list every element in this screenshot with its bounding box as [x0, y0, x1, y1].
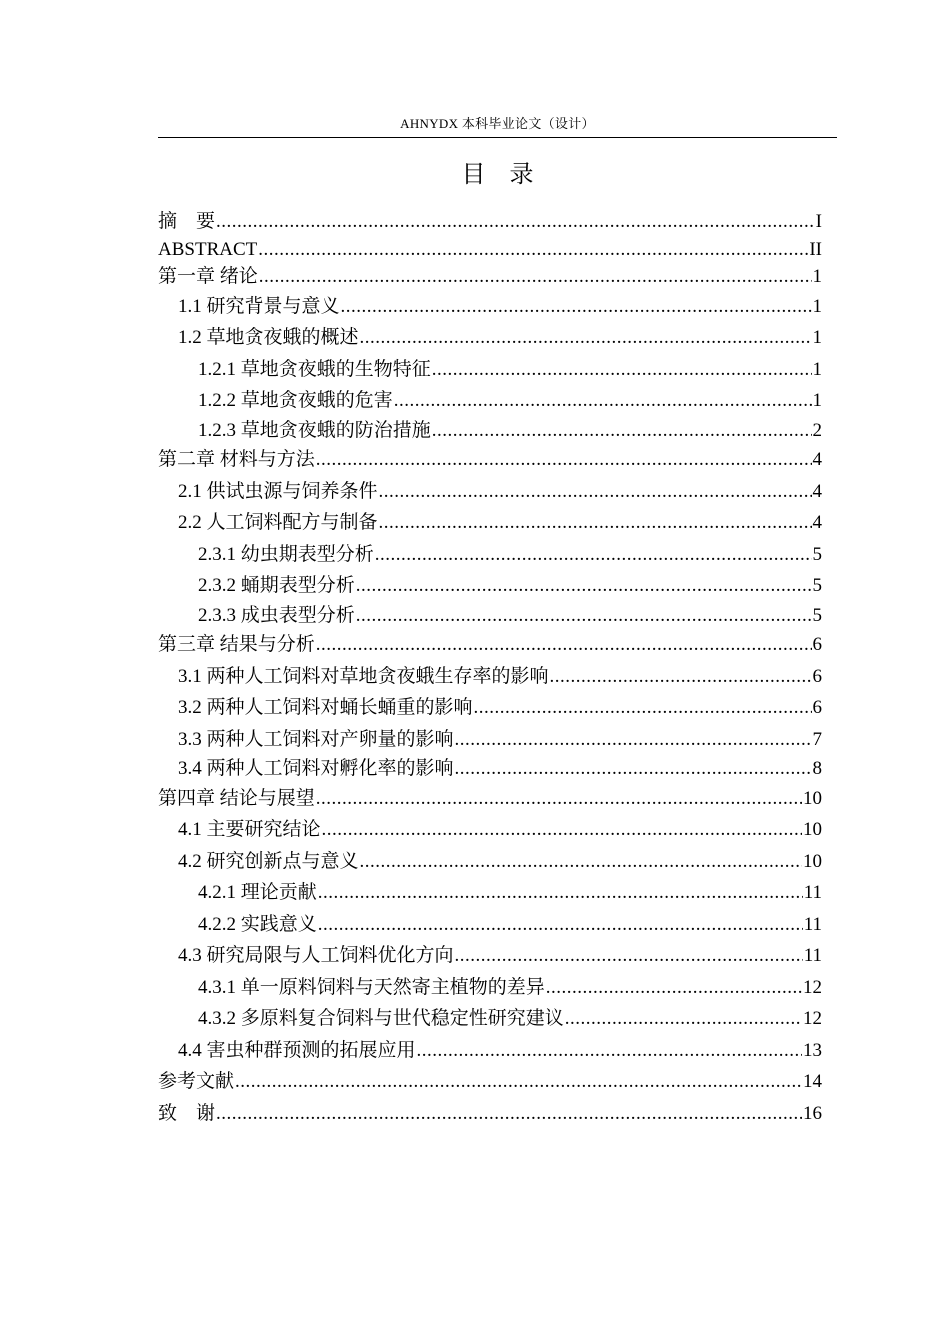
toc-entry-page: 6 [812, 665, 822, 687]
toc-entry-text: 4.3.2 多原料复合饲料与世代稳定性研究建议 [198, 1008, 564, 1029]
page-header: AHNYDX 本科毕业论文（设计） [400, 116, 595, 131]
toc-entry-page: 6 [812, 634, 822, 655]
toc-title: 目 录 [461, 160, 534, 188]
toc-entry-page: 13 [803, 1039, 822, 1061]
toc-leader-dots [546, 972, 802, 1004]
toc-entry[interactable] [158, 661, 822, 693]
toc-entry-text: 第四章 结论与展望 [158, 787, 315, 809]
header-rule [158, 137, 837, 138]
toc-leader-dots [235, 1066, 802, 1098]
toc-entry-text: 3.2 两种人工饲料对蛹长蛹重的影响 [178, 697, 473, 718]
toc-entry[interactable] [158, 476, 822, 508]
toc-entry[interactable] [158, 354, 822, 386]
table-of-contents [158, 208, 822, 1129]
toc-leader-dots [550, 661, 812, 693]
toc-entry[interactable] [158, 322, 822, 354]
toc-entry-text: 1.2 草地贪夜蛾的概述 [178, 327, 359, 348]
toc-leader-dots [455, 755, 812, 783]
toc-entry-text: 致 谢 [158, 1102, 216, 1124]
toc-entry-text: 1.1 研究背景与意义 [178, 295, 340, 317]
toc-leader-dots [318, 877, 803, 909]
toc-leader-dots [341, 291, 812, 323]
toc-entry-text: 3.4 两种人工饲料对孵化率的影响 [178, 758, 454, 779]
toc-entry-text: 2.3.2 蛹期表型分析 [198, 575, 355, 596]
toc-entry-page: 10 [803, 787, 822, 809]
toc-entry-text: 4.2.1 理论贡献 [198, 882, 317, 903]
toc-entry-page: 4 [812, 480, 822, 502]
toc-entry-page: 11 [803, 882, 822, 903]
toc-entry[interactable] [158, 846, 822, 878]
toc-entry-page: 1 [812, 327, 822, 348]
toc-entry[interactable] [158, 1066, 822, 1098]
toc-leader-dots [474, 692, 812, 724]
toc-entry-text: 1.2.1 草地贪夜蛾的生物特征 [198, 358, 431, 380]
toc-entry[interactable] [158, 208, 822, 236]
toc-entry-text: ABSTRACT [158, 238, 258, 260]
toc-entry[interactable] [158, 629, 822, 661]
toc-entry-page: 6 [812, 697, 822, 718]
toc-entry-page: 1 [812, 390, 822, 411]
toc-entry[interactable] [158, 570, 822, 602]
toc-entry-page: 11 [803, 945, 822, 966]
toc-entry-text: 第二章 材料与方法 [158, 449, 315, 470]
toc-entry-text: 2.3.3 成虫表型分析 [198, 604, 355, 626]
toc-leader-dots [455, 940, 803, 972]
toc-entry[interactable] [158, 417, 822, 445]
toc-entry-page: 12 [803, 1008, 822, 1029]
toc-leader-dots [455, 724, 812, 756]
toc-entry[interactable] [158, 1098, 822, 1130]
toc-leader-dots [379, 476, 812, 508]
toc-entry[interactable] [158, 507, 822, 539]
toc-entry-text: 1.2.2 草地贪夜蛾的危害 [198, 390, 393, 411]
toc-entry-page: 16 [803, 1102, 822, 1124]
toc-entry-text: 2.2 人工饲料配方与制备 [178, 512, 378, 533]
toc-entry[interactable] [158, 444, 822, 476]
toc-leader-dots [356, 602, 812, 630]
toc-entry[interactable] [158, 877, 822, 909]
toc-entry[interactable] [158, 1035, 822, 1067]
toc-entry-text: 4.1 主要研究结论 [178, 819, 321, 840]
toc-entry[interactable] [158, 385, 822, 417]
toc-leader-dots [316, 629, 812, 661]
toc-entry[interactable] [158, 814, 822, 846]
toc-entry-page: 2 [812, 419, 822, 441]
toc-entry-page: 5 [812, 543, 822, 565]
toc-leader-dots [318, 909, 803, 941]
toc-entry-page: 5 [812, 575, 822, 596]
toc-entry[interactable] [158, 291, 822, 323]
toc-entry-page: 14 [803, 1071, 822, 1092]
toc-leader-dots [360, 322, 812, 354]
toc-entry-page: 10 [803, 850, 822, 872]
toc-entry-text: 参考文献 [158, 1071, 235, 1092]
toc-entry-page: 10 [803, 819, 822, 840]
toc-leader-dots [360, 846, 802, 878]
toc-leader-dots [258, 236, 808, 264]
toc-leader-dots [259, 263, 812, 291]
toc-leader-dots [379, 507, 812, 539]
toc-entry-text: 4.2.2 实践意义 [198, 913, 317, 935]
toc-entry-page: 11 [803, 913, 822, 935]
toc-entry[interactable] [158, 236, 822, 264]
toc-leader-dots [216, 208, 815, 236]
toc-entry[interactable] [158, 909, 822, 941]
toc-entry[interactable] [158, 1003, 822, 1035]
toc-leader-dots [432, 354, 812, 386]
toc-entry-text: 2.3.1 幼虫期表型分析 [198, 543, 374, 565]
toc-entry-text: 4.2 研究创新点与意义 [178, 850, 359, 872]
toc-leader-dots [375, 539, 812, 571]
toc-leader-dots [316, 783, 802, 815]
toc-leader-dots [216, 1098, 802, 1130]
toc-leader-dots [417, 1035, 802, 1067]
toc-entry-text: 1.2.3 草地贪夜蛾的防治措施 [198, 419, 431, 441]
toc-entry-page: 7 [812, 728, 822, 750]
toc-entry-page: 5 [812, 604, 822, 626]
toc-entry-page: I [815, 211, 822, 232]
toc-leader-dots [322, 814, 802, 846]
toc-entry-text: 3.1 两种人工饲料对草地贪夜蛾生存率的影响 [178, 665, 549, 687]
toc-entry-page: 1 [812, 358, 822, 380]
toc-entry-text: 第一章 绪论 [158, 266, 258, 287]
toc-entry[interactable] [158, 755, 822, 783]
toc-entry-text: 4.4 害虫种群预测的拓展应用 [178, 1039, 416, 1061]
toc-leader-dots [394, 385, 812, 417]
toc-entry[interactable] [158, 783, 822, 815]
toc-entry[interactable] [158, 940, 822, 972]
toc-entry-page: 12 [803, 976, 822, 998]
toc-entry-text: 摘 要 [158, 211, 216, 232]
toc-leader-dots [565, 1003, 802, 1035]
toc-leader-dots [356, 570, 812, 602]
toc-entry-page: II [809, 238, 822, 260]
toc-entry-text: 3.3 两种人工饲料对产卵量的影响 [178, 728, 454, 750]
toc-entry-text: 第三章 结果与分析 [158, 634, 315, 655]
toc-entry[interactable] [158, 602, 822, 630]
toc-entry[interactable] [158, 539, 822, 571]
toc-entry-text: 4.3.1 单一原料饲料与天然寄主植物的差异 [198, 976, 545, 998]
toc-entry[interactable] [158, 692, 822, 724]
toc-entry[interactable] [158, 724, 822, 756]
toc-leader-dots [316, 444, 812, 476]
toc-entry[interactable] [158, 263, 822, 291]
toc-entry-page: 8 [812, 758, 822, 779]
toc-entry-page: 1 [812, 266, 822, 287]
toc-entry-text: 2.1 供试虫源与饲养条件 [178, 480, 378, 502]
toc-entry-page: 1 [812, 295, 822, 317]
toc-entry-page: 4 [812, 449, 822, 470]
toc-entry[interactable] [158, 972, 822, 1004]
toc-entry-text: 4.3 研究局限与人工饲料优化方向 [178, 945, 454, 966]
toc-entry-page: 4 [812, 512, 822, 533]
toc-leader-dots [432, 417, 812, 445]
